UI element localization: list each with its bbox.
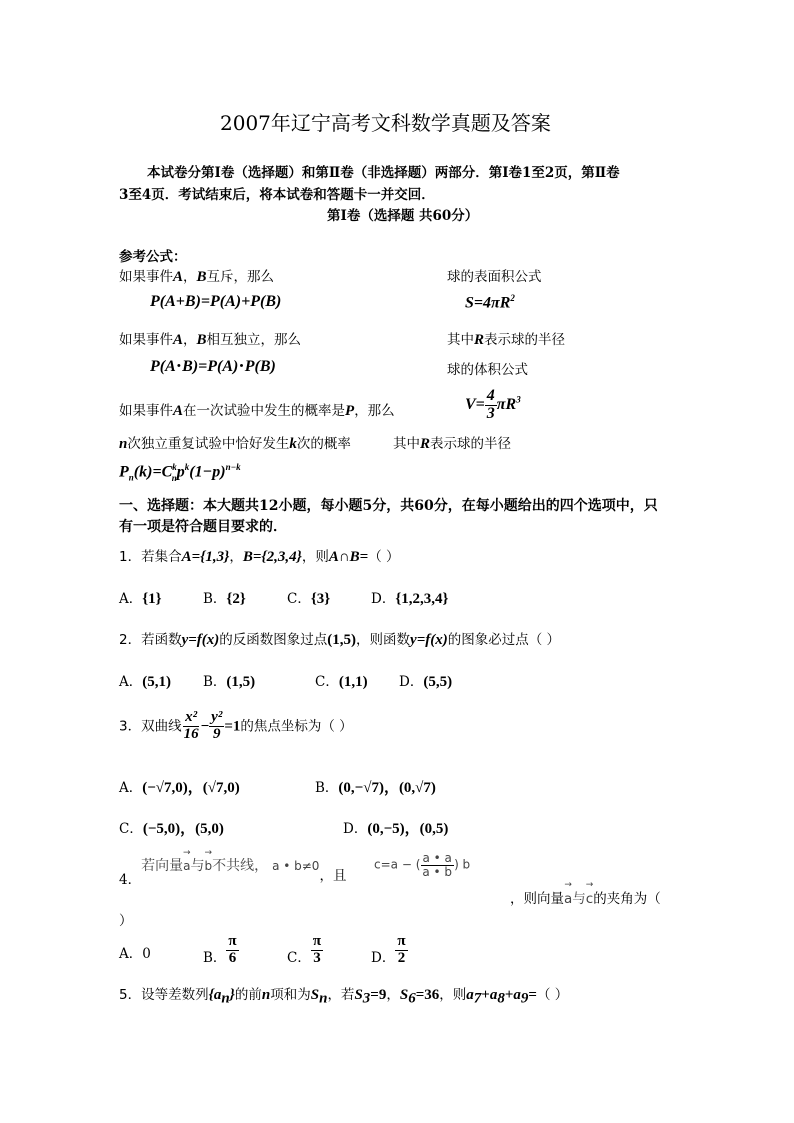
question-1: 1．若集合A={1,3}，B={2,3,4}，则A∩B=（ ） [119,549,400,565]
section-1-heading-line-2: 有一项是符合题目要求的． [119,519,287,535]
q2-option-a[interactable]: A．(5,1) [119,674,171,690]
q3-option-d[interactable]: D．(0,−5)，(0,5) [343,821,449,837]
q3-option-b[interactable]: B．(0,−√7)，(0,√7) [315,780,436,796]
question-3: 3．双曲线 $\frac{\text{x²}}{16}$ − $\frac{\text{y²}}{9}$ =1的焦点坐标为（ ） [119,709,353,742]
page-title: 2007年辽宁高考文科数学真题及答案 [220,111,551,135]
q1-option-a[interactable]: A．{1} [119,591,162,607]
formula-4-expression: $P_n(k)=C^k_np^k(1-p)^{n-k}$ [119,462,241,483]
q1-option-b[interactable]: B．{2} [203,591,246,607]
q2-option-b[interactable]: B．(1,5) [203,674,256,690]
q4-option-d[interactable]: D． $\frac{\pi}{2}$ [371,933,406,966]
part1-heading: 第Ⅰ卷（选择题 共60分） [327,208,479,224]
radius-note-1: 其中R表示球的半径 [447,332,566,348]
sphere-volume-label: 球的体积公式 [447,362,528,378]
q2-option-d[interactable]: D．(5,5) [399,674,453,690]
formula-2-text: 如果事件A，B相互独立，那么 [119,332,302,348]
question-4-line-2: ） [119,913,133,929]
q4-option-b[interactable]: B． $\frac{\pi}{6}$ [203,933,237,966]
radius-note-2: 其中R表示球的半径 [393,436,512,452]
q4-option-c[interactable]: C． $\frac{\pi}{3}$ [287,933,322,966]
formula-1-text: 如果事件A，B互斥，那么 [119,269,275,285]
formulas-heading: 参考公式： [119,249,187,265]
q4-option-a[interactable]: A．0 [119,946,151,962]
intro-line-2: 3至4页．考试结束后，将本试卷和答题卡一并交回． [119,187,435,203]
q3-option-a[interactable]: A．(−√7,0)，(√7,0) [119,780,240,796]
intro-line-1: 本试卷分第Ⅰ卷（选择题）和第Ⅱ卷（非选择题）两部分．第Ⅰ卷1至2页，第Ⅱ卷 [147,165,620,181]
q3-option-c[interactable]: C．(−5,0)，(5,0) [119,821,224,837]
question-4: 4．若向量→ a与→ b不共线， a • b≠0，且 [119,858,346,875]
question-2: 2．若函数y=f(x)的反函数图象过点(1,5)，则函数y=f(x)的图象必过点（ ） [119,632,561,648]
q2-option-c[interactable]: C．(1,1) [315,674,368,690]
section-1-heading-line-1: 一、选择题：本大题共12小题，每小题5分，共60分，在每小题给出的四个选项中，只 [119,498,658,514]
formula-4-text: n次独立重复试验中恰好发生k次的概率 [119,436,351,452]
q1-option-d[interactable]: D．{1,2,3,4} [371,591,449,607]
formula-1-expression: P(A+B)=P(A)+P(B) [150,293,282,310]
sphere-volume-formula: V= $\frac{4}{3}$ $\pi R^3$ [465,387,521,422]
question-5: 5．设等差数列$\{a_n\}$的前n项和为$S_n$，若$S_3=9$，$S_6=36$，则$a_7+a_8+a_9=$（ ） [119,987,569,1007]
q1-option-c[interactable]: C．{3} [287,591,331,607]
sphere-area-formula: $S=4\pi R^2$ [465,293,515,312]
formula-2-expression: P(A⋅B)=P(A)⋅P(B) [150,358,276,375]
question-4-tail: ，则向量→ a与→ c的夹角为（ [510,887,661,907]
formula-3-text: 如果事件A在一次试验中发生的概率是P，那么 [119,403,395,419]
q4-vector-c-definition: c=a − ( $\frac{a • a}{a • b}$ ) b [374,851,471,879]
sphere-area-label: 球的表面积公式 [447,269,542,285]
